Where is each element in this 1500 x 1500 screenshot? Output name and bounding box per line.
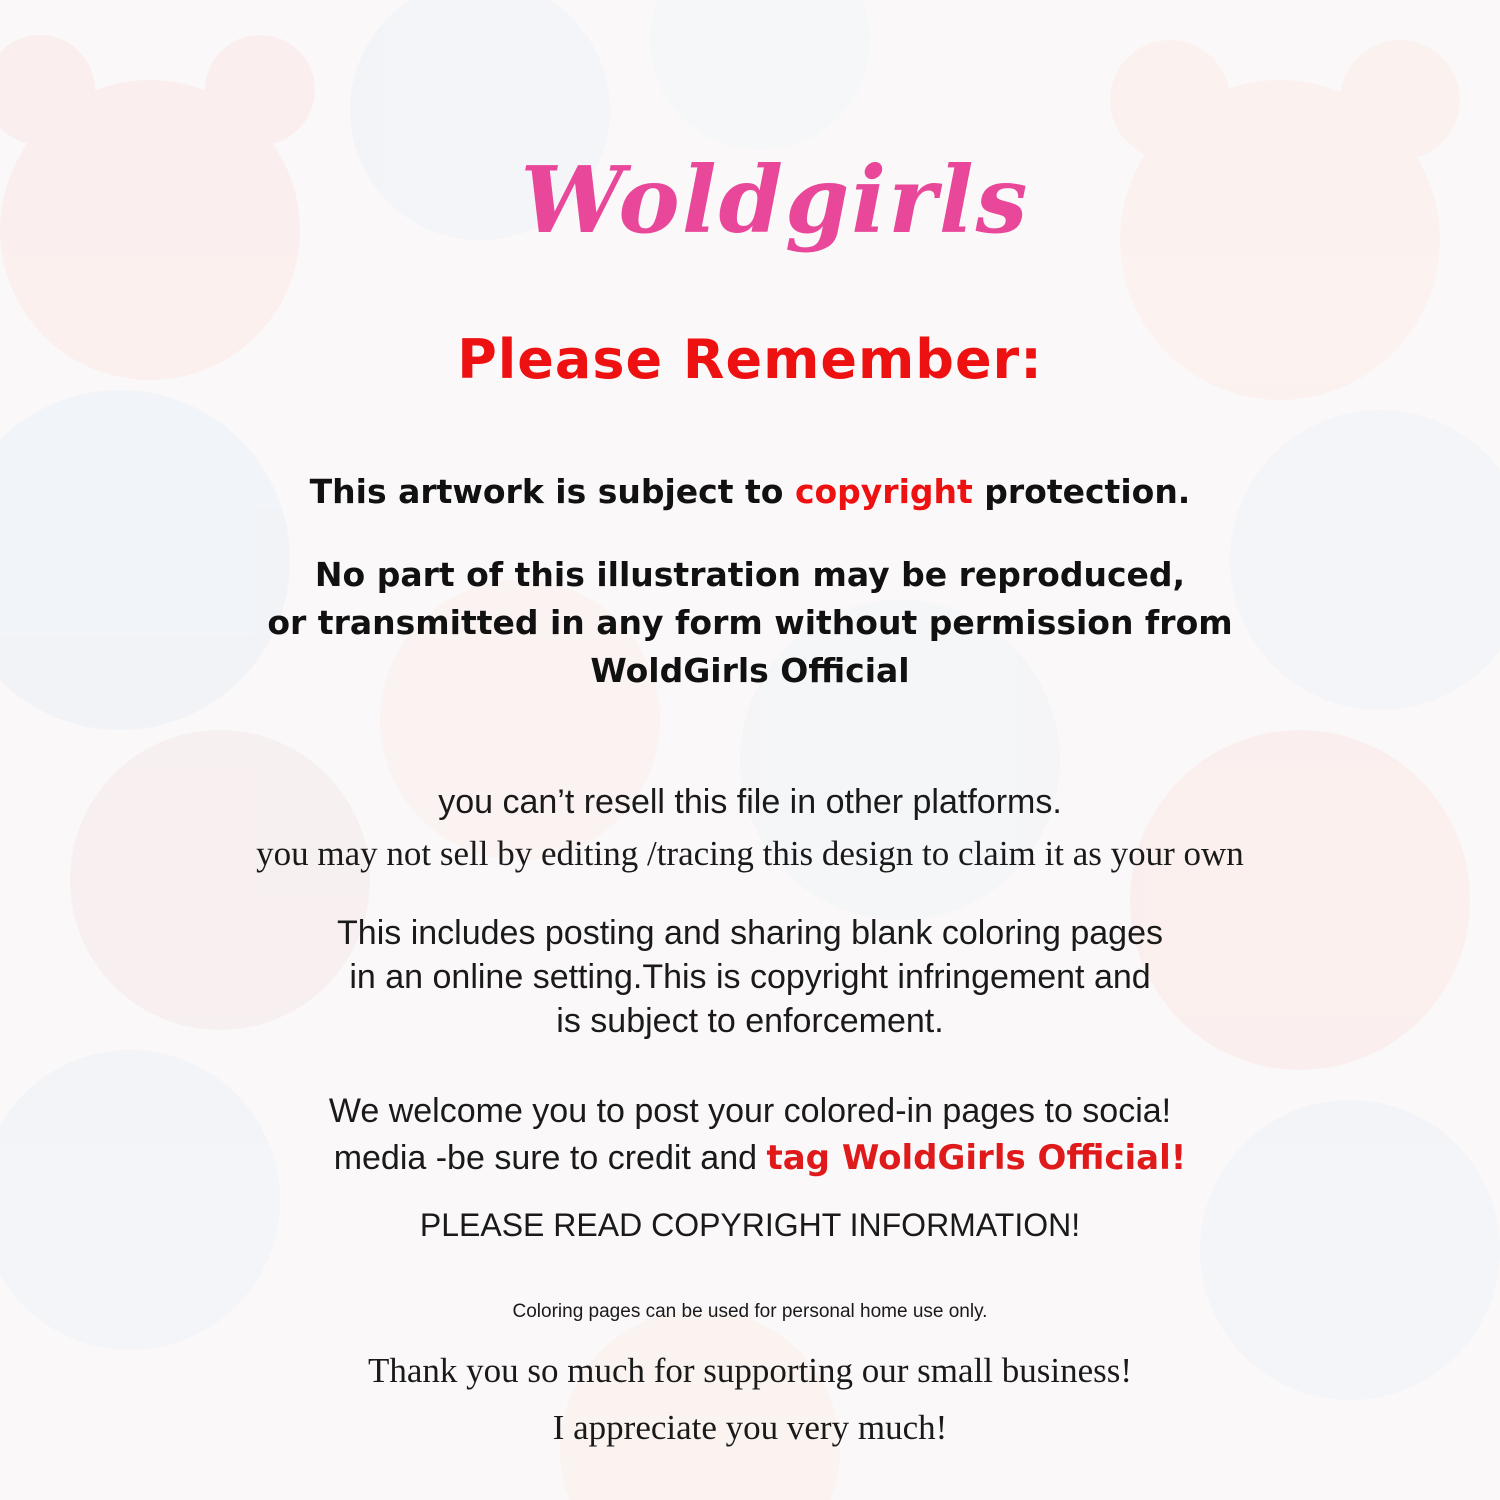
reproduction-line-1: No part of this illustration may be reproduced,	[314, 555, 1186, 594]
tracing-restriction: you may not sell by editing /tracing this design to claim it as your own	[256, 834, 1244, 873]
personal-use-note: Coloring pages can be used for personal home use only.	[512, 1301, 988, 1322]
resell-restriction: you can’t resell this file in other platforms.	[438, 783, 1062, 821]
includes-line-3: is subject to enforcement.	[556, 1002, 944, 1040]
copyright-statement	[0, 472, 1500, 511]
copyright-statement-start: This artwork is subject to	[309, 472, 795, 511]
includes-line-2: in an online setting.This is copyright infringement and	[349, 958, 1151, 996]
tag-callout: tag WoldGirls Official!	[766, 1138, 1187, 1178]
reproduction-line-3: WoldGirls Official	[590, 651, 910, 690]
copyright-highlight: copyright	[794, 472, 973, 511]
thanks-line-1: Thank you so much for supporting our small business!	[367, 1351, 1133, 1390]
read-copyright-notice: PLEASE READ COPYRIGHT INFORMATION!	[419, 1207, 1081, 1243]
reproduction-line-2: or transmitted in any form without permission from	[267, 603, 1233, 642]
welcome-credit-text: media -be sure to credit and	[333, 1139, 767, 1177]
svg-text:Woldgirls: Woldgirls	[520, 150, 1030, 254]
thanks-line-2: I appreciate you very much!	[552, 1408, 948, 1447]
copyright-statement-end: protection.	[972, 472, 1191, 511]
welcome-line-1: We welcome you to post your colored-in pages to socia!	[328, 1092, 1172, 1130]
welcome-line-2	[0, 1138, 1500, 1178]
includes-line-1: This includes posting and sharing blank coloring pages	[337, 914, 1163, 952]
woldgirls-logo	[0, 150, 1500, 270]
page-title: Please Remember:	[457, 328, 1043, 391]
